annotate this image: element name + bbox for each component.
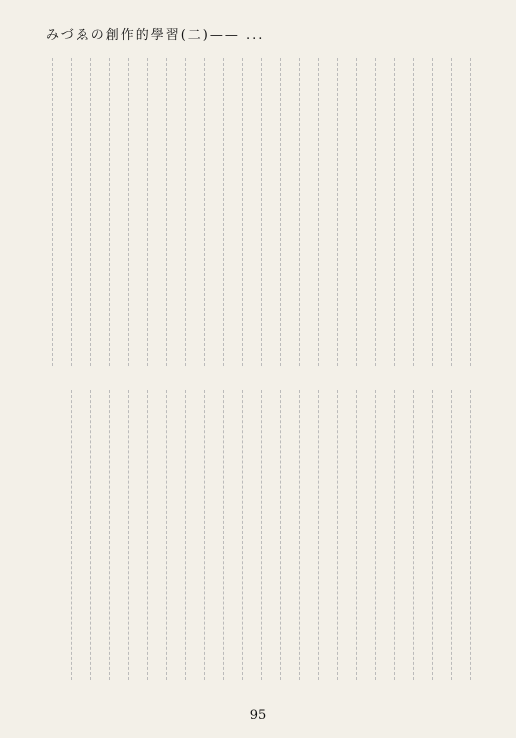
lower-column xyxy=(223,390,240,680)
lower-column xyxy=(280,390,297,680)
upper-column xyxy=(242,58,259,366)
upper-column xyxy=(90,58,107,366)
lower-column xyxy=(147,390,164,680)
upper-column xyxy=(356,58,373,366)
lower-column xyxy=(242,390,259,680)
lower-column xyxy=(375,390,392,680)
upper-column xyxy=(109,58,126,366)
lower-column xyxy=(128,390,145,680)
lower-column xyxy=(451,390,468,680)
lower-column xyxy=(470,390,487,680)
upper-column xyxy=(375,58,392,366)
lower-column xyxy=(413,390,430,680)
lower-column xyxy=(109,390,126,680)
lower-column xyxy=(337,390,354,680)
upper-column xyxy=(280,58,297,366)
lower-column xyxy=(166,390,183,680)
upper-column xyxy=(128,58,145,366)
upper-column xyxy=(147,58,164,366)
lower-column xyxy=(261,390,278,680)
upper-column xyxy=(223,58,240,366)
upper-column xyxy=(166,58,183,366)
lower-column xyxy=(432,390,449,680)
lower-column xyxy=(299,390,316,680)
upper-column xyxy=(394,58,411,366)
lower-column xyxy=(394,390,411,680)
upper-column xyxy=(204,58,221,366)
upper-column xyxy=(52,58,69,366)
upper-column xyxy=(413,58,430,366)
header-title: みづゑの創作的學習(二)—— xyxy=(46,28,240,43)
lower-column xyxy=(90,390,107,680)
lower-column xyxy=(185,390,202,680)
upper-column xyxy=(71,58,88,366)
lower-column xyxy=(356,390,373,680)
lower-column xyxy=(318,390,335,680)
upper-column xyxy=(299,58,316,366)
lower-column xyxy=(204,390,221,680)
upper-column xyxy=(451,58,468,366)
lower-column xyxy=(71,390,88,680)
running-header xyxy=(46,24,286,42)
upper-column xyxy=(337,58,354,366)
upper-column xyxy=(432,58,449,366)
upper-column xyxy=(261,58,278,366)
upper-column xyxy=(470,58,487,366)
header-author: ... xyxy=(246,28,265,43)
upper-column xyxy=(185,58,202,366)
upper-column xyxy=(318,58,335,366)
page-number: 95 xyxy=(249,708,267,723)
